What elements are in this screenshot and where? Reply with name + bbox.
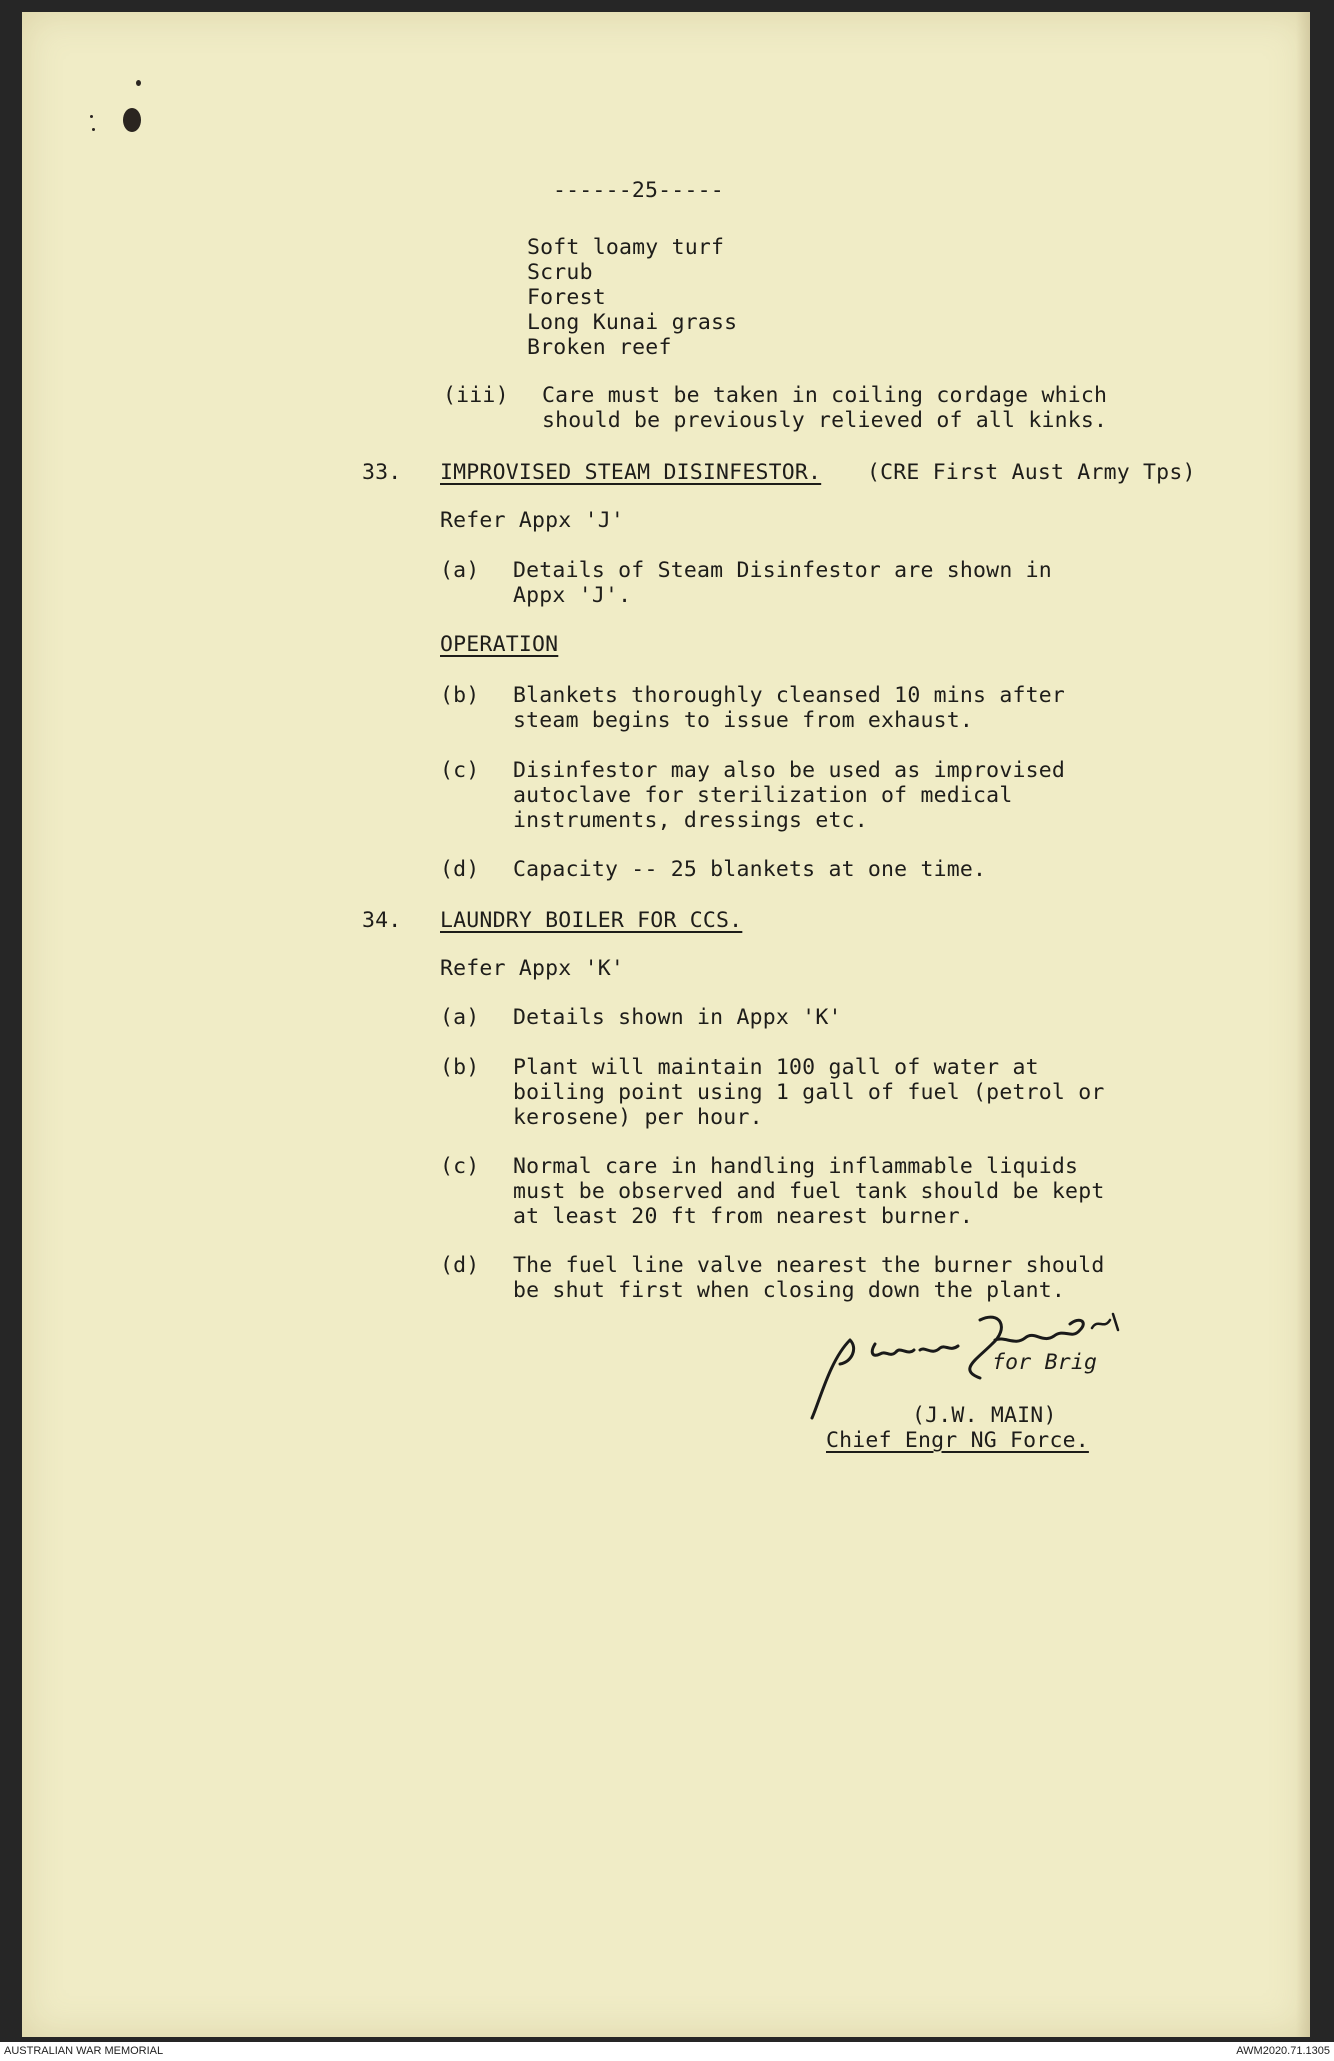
paragraph-line: should be previously relieved of all kinks. (542, 408, 1108, 433)
paragraph-line: at least 20 ft from nearest burner. (513, 1204, 974, 1229)
footer-reference: AWM2020.71.1305 (1236, 2045, 1330, 2057)
paragraph-line: kerosene) per hour. (513, 1105, 763, 1130)
item-number: (c) (440, 1154, 480, 1179)
paragraph-line: Details shown in Appx 'K' (513, 1005, 842, 1030)
paragraph-line: Care must be taken in coiling cordage which (542, 383, 1108, 408)
ink-stain (92, 128, 95, 131)
page-number: ------25----- (553, 178, 724, 203)
paragraph-line: be shut first when closing down the plant. (513, 1278, 1066, 1303)
item-number: (b) (440, 683, 480, 708)
paragraph-line: instruments, dressings etc. (513, 808, 868, 833)
footer-bar (0, 2042, 1334, 2061)
paragraph-line: Details of Steam Disinfestor are shown in (513, 558, 1052, 583)
item-number: (d) (440, 1253, 480, 1278)
item-number: (iii) (443, 383, 509, 408)
list-item: Long Kunai grass (527, 310, 738, 335)
section-number: 34. (362, 908, 402, 933)
paragraph-line: steam begins to issue from exhaust. (513, 708, 974, 733)
subheading: OPERATION (440, 632, 559, 657)
section-heading: LAUNDRY BOILER FOR CCS. (440, 908, 743, 933)
signature-for-brig: for Brig (992, 1350, 1098, 1375)
item-number: (a) (440, 1005, 480, 1030)
item-number: (d) (440, 857, 480, 882)
section-heading: IMPROVISED STEAM DISINFESTOR. (440, 460, 822, 485)
handwritten-signature (780, 1300, 1160, 1420)
section-number: 33. (362, 460, 402, 485)
paragraph-line: Normal care in handling inflammable liquids (513, 1154, 1079, 1179)
paragraph-line: boiling point using 1 gall of fuel (petrol or (513, 1080, 1105, 1105)
ink-stain (136, 80, 141, 86)
item-number: (a) (440, 558, 480, 583)
section-heading-suffix: (CRE First Aust Army Tps) (867, 460, 1196, 485)
refer-line: Refer Appx 'K' (440, 956, 625, 981)
list-item: Broken reef (527, 335, 672, 360)
paragraph-line: Disinfestor may also be used as improvised (513, 758, 1066, 783)
list-item: Scrub (527, 260, 593, 285)
footer-source: AUSTRALIAN WAR MEMORIAL (4, 2045, 164, 2057)
list-item: Forest (527, 285, 606, 310)
ink-stain (90, 115, 93, 118)
paragraph-line: Plant will maintain 100 gall of water at (513, 1055, 1039, 1080)
item-number: (c) (440, 758, 480, 783)
refer-line: Refer Appx 'J' (440, 508, 625, 533)
item-number: (b) (440, 1055, 480, 1080)
paragraph-line: autoclave for sterilization of medical (513, 783, 1013, 808)
signatory-title: Chief Engr NG Force. (826, 1428, 1089, 1453)
paragraph-line: The fuel line valve nearest the burner should (513, 1253, 1105, 1278)
paragraph-line: Appx 'J'. (513, 583, 632, 608)
paragraph-line: Capacity -- 25 blankets at one time. (513, 857, 987, 882)
paragraph-line: must be observed and fuel tank should be kept (513, 1179, 1105, 1204)
signatory-name: (J.W. MAIN) (912, 1403, 1057, 1428)
paragraph-line: Blankets thoroughly cleansed 10 mins after (513, 683, 1066, 708)
list-item: Soft loamy turf (527, 235, 725, 260)
ink-stain (123, 108, 141, 132)
